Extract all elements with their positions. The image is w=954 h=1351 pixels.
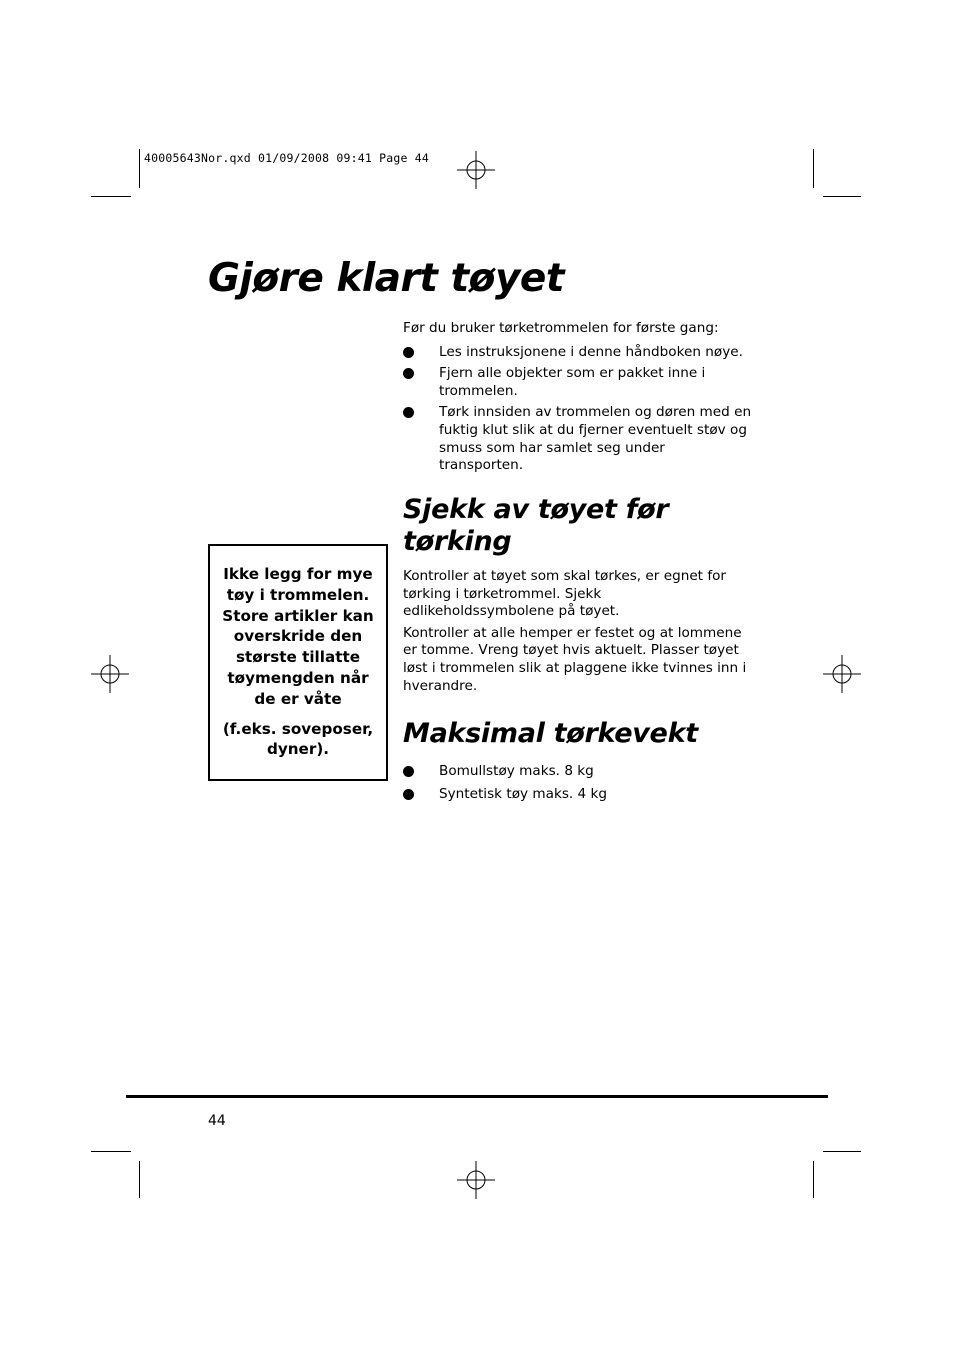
bullet-icon	[403, 766, 414, 777]
intro-lead: Før du bruker tørketrommelen for første gang:	[403, 320, 719, 336]
footer-rule	[126, 1095, 828, 1098]
bullet-icon	[403, 407, 414, 418]
list-item: Syntetisk tøy maks. 4 kg	[403, 786, 753, 804]
registration-mark-bottom	[457, 1161, 495, 1199]
warning-example: (f.eks. soveposer, dyner).	[222, 719, 374, 759]
paragraph: Kontroller at alle hemper er festet og at lommene er tomme. Vreng tøyet hvis aktuelt. Plasser tøyet løst i trommelen slik at plaggene ikke tvinnes inn i hverandre.	[403, 624, 747, 694]
bullet-icon	[403, 789, 414, 800]
bullet-icon	[403, 368, 414, 379]
registration-mark-top	[457, 151, 495, 189]
bullet-icon	[403, 347, 414, 358]
intro-section	[403, 320, 753, 479]
page-number: 44	[208, 1113, 226, 1129]
intro-bullet-list	[403, 344, 753, 475]
paragraph: Kontroller at tøyet som skal tørkes, er egnet for tørking i tørketrommel. Sjekk edlikeholdssymbolene på tøyet.	[403, 568, 727, 620]
warning-text: Ikke legg for mye tøy i trommelen. Store artikler kan overskride den største tillatte tøymengden når de er våte	[222, 565, 374, 708]
registration-mark-left	[91, 655, 129, 693]
list-item: Les instruksjonene i denne håndboken nøye.	[403, 344, 753, 362]
list-item: Fjern alle objekter som er pakket inne i trommelen.	[403, 365, 753, 400]
weight-bullet-list	[403, 763, 753, 803]
section-heading: Sjekk av tøyet før tørking	[403, 494, 669, 557]
check-laundry-section	[403, 494, 753, 695]
page-title: Gjøre klart tøyet	[208, 256, 564, 301]
list-item: Tørk innsiden av trommelen og døren med en fuktig klut slik at du fjerner eventuelt støv og smuss som har samlet seg under transporten.	[403, 404, 753, 474]
max-weight-section	[403, 718, 753, 807]
warning-box	[208, 544, 388, 781]
registration-mark-right	[823, 655, 861, 693]
print-slug: 40005643Nor.qxd 01/09/2008 09:41 Page 44	[144, 151, 429, 165]
section-heading: Maksimal tørkevekt	[403, 718, 698, 749]
list-item: Bomullstøy maks. 8 kg	[403, 763, 753, 781]
